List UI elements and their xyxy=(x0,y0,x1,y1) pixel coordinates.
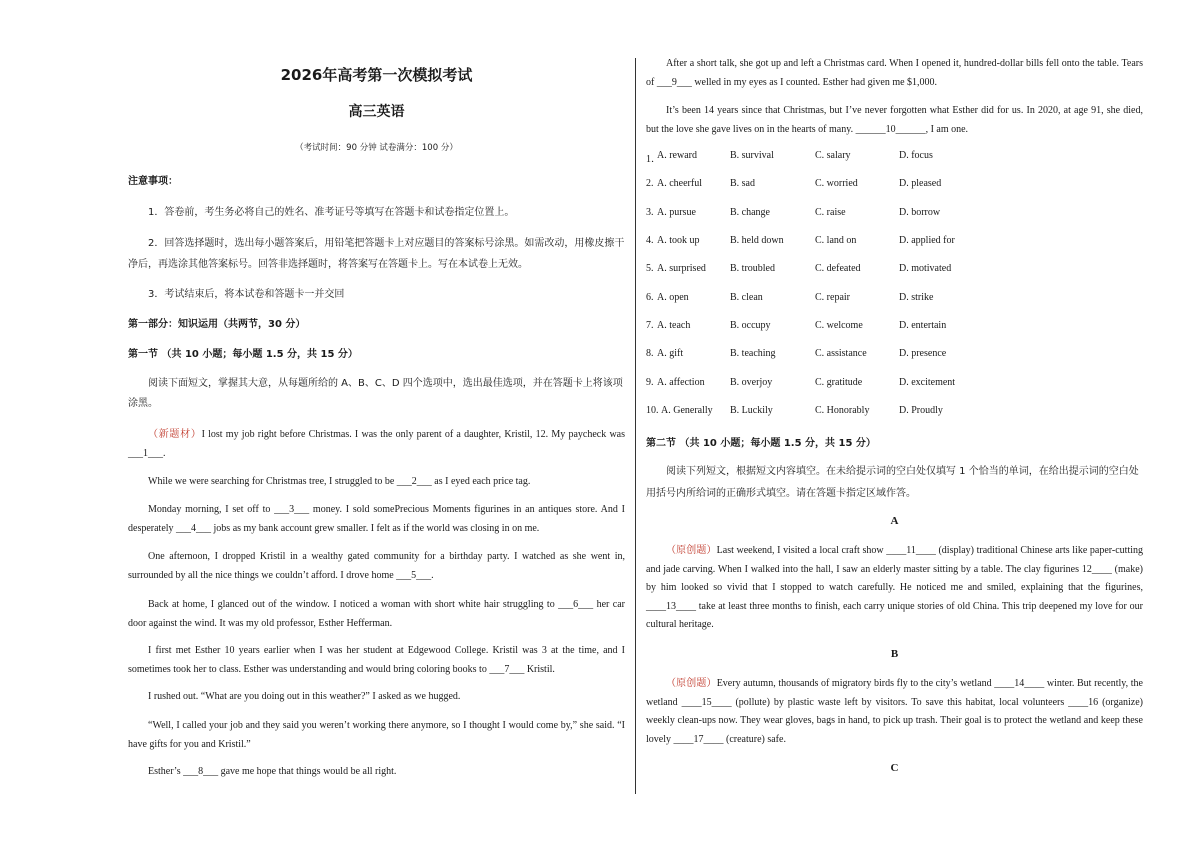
section1-heading: 第一节 （共 10 小题；每小题 1.5 分，共 15 分） xyxy=(128,349,358,360)
source-tag: （新题材） xyxy=(148,429,202,440)
passage-paragraph-5: Back at home, I glanced out of the window. I noticed a woman with short white hair struggling to ___6___ her car door against the wind. It was my old professor, Esther Hefferman. xyxy=(128,599,625,629)
section2-heading: 第二节 （共 10 小题；每小题 1.5 分，共 15 分） xyxy=(646,438,876,449)
passage-paragraph-2: While we were searching for Christmas tree, I struggled to be ___2___ as I eyed each price tag. xyxy=(148,476,531,487)
passage-c-label: C xyxy=(890,762,899,774)
part1-heading: 第一部分：知识运用（共两节，30 分） xyxy=(128,319,306,330)
passage-paragraph-3: Monday morning, I set off to ___3___ money. I sold somePrecious Moments figurines in an antiques store. And I desperately ___4___ jobs as my bank account grew smaller. I felt as if the world was closing in on me. xyxy=(128,504,625,534)
source-tag: （原创题） xyxy=(666,545,717,556)
passage-paragraph-4: One afternoon, I dropped Kristil in a wealthy gated community for a birthday party. I watched as she went in, surrounded by all the nice things we couldn’t afford. I drove home ___5___. xyxy=(128,551,625,581)
passage-a-label: A xyxy=(890,515,899,527)
options-table: 1． A. reward B. survival C. salary D. focus 2. A. cheerful B. sad C. worried D. pleased 3. A. pursue B. change C. raise D. borrow 4. A. took up B. held down C. land on D. applied for 5. A. surprised B. troubled C. defeated D. motivated 6. A. open B. clean C. repair D. strike 7. A. teach B. occupy C. welcome D. entertain 8. A. gift B. teaching C. assistance D. presence 9. A. affection B. overjoy C. gratitude D. excitement 10. A. Generally B. Luckily C. Honorably D. Proudly xyxy=(646,150,956,416)
note-item-1: 1．答卷前，考生务必将自己的姓名、准考证号等填写在答题卡和试卷指定位置上。 xyxy=(148,207,515,218)
passage-paragraph-7: I rushed out. “What are you doing out in this weather?” I asked as we hugged. xyxy=(148,691,461,702)
exam-subtitle: 高三英语 xyxy=(348,104,405,120)
passage-paragraph-11: It’s been 14 years since that Christmas, but I’ve never forgotten what Esther did for us. In 2020, at age 91, she died, but the love she gave lives on in the hearts of many. ______10______, I am one. xyxy=(646,105,1143,135)
passage-paragraph-6: I first met Esther 10 years earlier when I was her student at Edgewood College. Kristil was 3 at the time, and I sometimes took her to class. Esther was understanding and would bring coloring books to ___7___ Kristil. xyxy=(128,645,625,675)
passage-paragraph-1: （新题材）I lost my job right before Christmas. I was the only parent of a daughter, Kristil, 12. My paycheck was ___1___. xyxy=(128,429,625,459)
source-tag: （原创题） xyxy=(666,678,717,689)
note-item-2: 2．回答选择题时，选出每小题答案后，用铅笔把答题卡上对应题目的答案标号涂黑。如需改动，用橡皮擦干净后，再选涂其他答案标号。回答非选择题时，将答案写在答题卡上。写在本试卷上无效。 xyxy=(128,238,625,270)
column-divider xyxy=(635,58,636,794)
passage-a: （原创题）Last weekend, I visited a local craft show ____11____ (display) traditional Chinese arts like paper-cutting and jade carving. When I walked into the hall, I saw an elderly master sitting by a table. The clay figurines 12____ (make) by him looked so vivid that I stopped to watch carefully. He noticed me and smiled, explaining that the figurines, ____13____ take at least three months to finish, each carry unique stories of old China. This trip deepened my love for our cultural heritage. xyxy=(646,545,1143,630)
exam-title: 2026年高考第一次模拟考试 xyxy=(280,66,473,84)
note-item-3: 3．考试结束后，将本试卷和答题卡一并交回 xyxy=(148,289,345,300)
notes-heading: 注意事项： xyxy=(128,176,178,187)
section2-instructions: 阅读下列短文，根据短文内容填空。在未给提示词的空白处仅填写 1 个恰当的单词，在给出提示词的空白处用括号内所给词的正确形式填空。请在答题卡指定区域作答。 xyxy=(646,466,1139,499)
passage-b: （原创题）Every autumn, thousands of migratory birds fly to the city’s wetland ____14____ winter. But recently, the wetland ____15____ (pollute) by plastic waste left by visitors. To save this habitat, local volunteers ____16 (organize) weekly clean-ups now. They wear gloves, bags in hand, to pick up trash. Their goal is to protect the wetland and keep these lovely ____17____ (creature) safe. xyxy=(646,678,1143,745)
passage-paragraph-10: After a short talk, she got up and left a Christmas card. When I opened it, hundred-dollar bills fell onto the table. Tears of ___9___ welled in my eyes as I counted. Esther had given me $1,000. xyxy=(646,58,1143,88)
section1-instructions: 阅读下面短文，掌握其大意，从每题所给的 A、B、C、D 四个选项中，选出最佳选项，并在答题卡上将该项涂黑。 xyxy=(128,378,623,409)
exam-info: （考试时间：90 分钟 试卷满分：100 分） xyxy=(295,143,458,153)
passage-paragraph-8: “Well, I called your job and they said you weren’t working there anymore, so I thought I would come by,” she said. “I have gifts for you and Kristil.” xyxy=(128,720,625,750)
passage-b-label: B xyxy=(890,648,899,660)
passage-paragraph-9: Esther’s ___8___ gave me hope that things would be all right. xyxy=(148,766,397,777)
